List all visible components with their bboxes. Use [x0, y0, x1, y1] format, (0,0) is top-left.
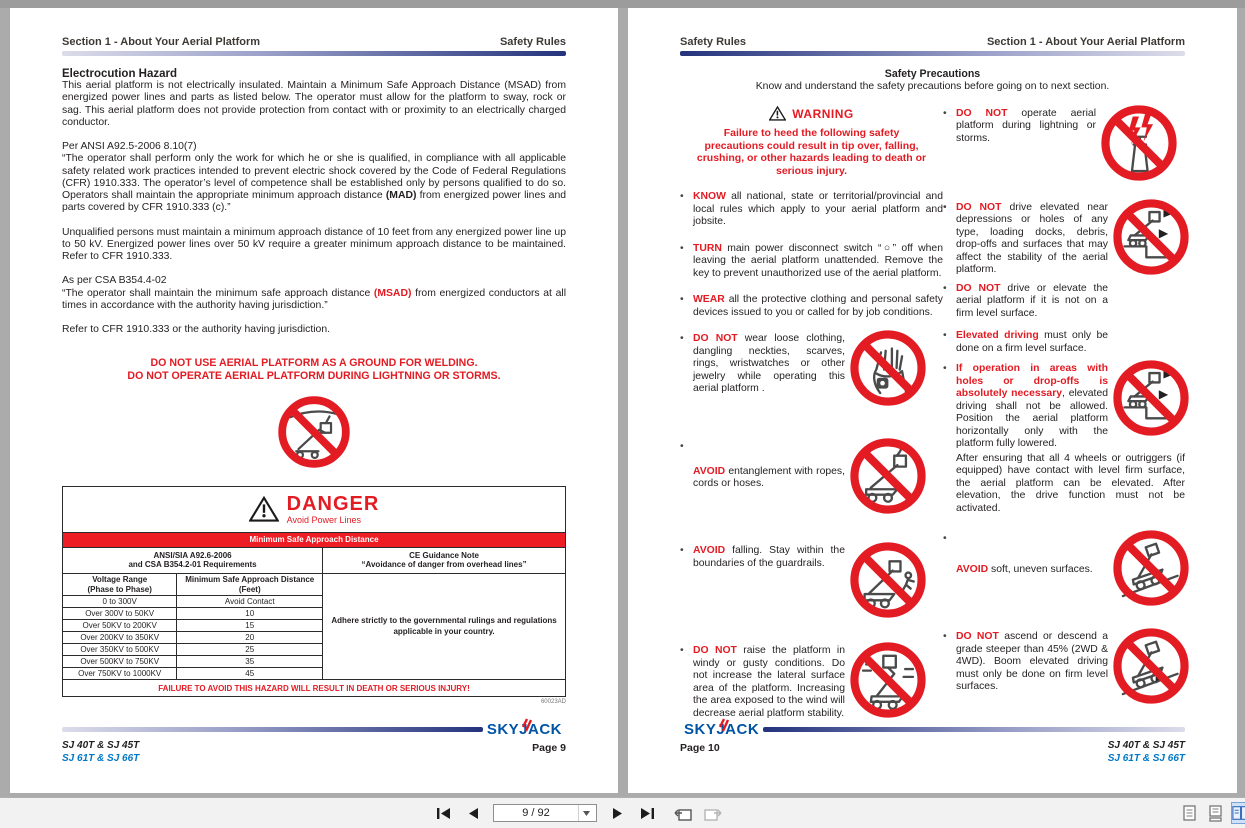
ce-column-header: CE Guidance Note “Avoidance of danger from overhead lines”: [323, 547, 566, 573]
precautions-left-column: [680, 106, 943, 720]
section-subtitle: Know and understand the safety precautions before going on to next section.: [755, 81, 1110, 92]
header-rule: [62, 51, 566, 56]
header-chapter-title: Safety Rules: [680, 36, 747, 48]
viewer-toolbar: [0, 797, 1245, 828]
table-row: Over 300V to 50KV 10: [63, 608, 566, 620]
page-footer: [62, 722, 566, 765]
list-item: • KNOW all national, state or territorial/provincial and local rules which apply to your aerial platform and jobsite.: [680, 191, 943, 228]
list-item: • DO NOT drive elevated near depressions or holes of any type, loading docks, debris, drop-offs and surfaces that may affect the stability of the aerial platform.: [943, 202, 1185, 277]
ansi-column-header: ANSI/SIA A92.6-2006 and CSA B354.2-01 Requirements: [63, 547, 323, 573]
part-number: 60023AD: [540, 699, 566, 706]
first-page-button[interactable]: [433, 803, 453, 823]
paragraph: Per ANSI A92.5-2006 8.10(7) “The operator shall perform only the work for which he or she is qualified, in compliance with all applicable safety related work practices intended to prevent electric shock covered by the Code of Federal Regulations (CFR) 1910.333. The operator’s level of competence shall be established only by persons qualified to do so. Operators shall maintain the appropriate minimum approach distance (MAD) from energized power lines and parts covered by CFR 1910.333 (c).”: [62, 141, 566, 214]
prohibition-grade-icon: [1112, 627, 1190, 705]
single-page-view-button[interactable]: [1180, 803, 1198, 823]
voltage-range-header: Voltage Range (Phase to Phase): [63, 573, 177, 595]
page-header: [62, 36, 566, 48]
list-item: • AVOID falling. Stay within the boundaries of the guardrails.: [680, 545, 943, 619]
previous-view-button[interactable]: [673, 803, 693, 823]
list-item: • Elevated driving must only be done on a firm level surface.: [943, 330, 1108, 354]
table-title-band: Minimum Safe Approach Distance: [63, 532, 566, 547]
list-item: • TURN main power disconnect switch “○” off when leaving the aerial platform unattended. Remove the key to prevent unauthorized use of the aerial platform.: [680, 242, 943, 279]
table-row: Over 500KV to 750KV 35: [63, 656, 566, 668]
danger-word: DANGER: [286, 492, 380, 515]
precautions-right-column: [943, 106, 1185, 720]
skyjack-logo: SKYJACK: [680, 722, 763, 737]
section-heading: Electrocution Hazard: [62, 68, 178, 80]
window-top-strip: [0, 0, 1245, 8]
prohibition-holes-icon: [1112, 359, 1190, 437]
footer-rule: [62, 727, 483, 732]
header-rule: [680, 51, 1185, 56]
prohibition-soft-surface-icon: [1112, 529, 1190, 607]
page-number-input[interactable]: [494, 805, 578, 821]
continuous-view-button[interactable]: [1206, 803, 1224, 823]
header-section-title: Section 1 - About Your Aerial Platform: [986, 36, 1185, 48]
skyjack-logo: SKYJACK: [483, 722, 566, 737]
logo-check-icon: [718, 718, 730, 732]
paragraph: Refer to CFR 1910.333 or the authority having jurisdiction.: [62, 324, 330, 336]
logo-check-icon: [521, 718, 533, 732]
section-heading: Safety Precautions: [884, 68, 981, 80]
table-row: 0 to 300V Avoid Contact: [63, 596, 566, 608]
list-item: • AVOID entanglement with ropes, cords or hoses.: [680, 441, 943, 515]
pdf-page-left: [10, 8, 618, 793]
table-row: Over 50KV to 200KV 15: [63, 620, 566, 632]
two-page-view-button[interactable]: [1232, 803, 1245, 823]
table-row: Over 200KV to 350KV 20: [63, 632, 566, 644]
prohibition-lightning-icon: [1100, 104, 1178, 182]
table-row: Over 350KV to 500KV 25: [63, 644, 566, 656]
list-item: • AVOID soft, uneven surfaces.: [943, 533, 1185, 607]
prohibition-powerline-icon: [277, 395, 351, 469]
page-number-combo[interactable]: [493, 804, 597, 822]
page-footer: [680, 722, 1185, 765]
msad-danger-table: [62, 486, 566, 697]
table-row: Over 750KV to 1000KV 45: [63, 668, 566, 680]
next-view-button[interactable]: [703, 803, 723, 823]
list-item: • DO NOT wear loose clothing, dangling neckties, scarves, rings, wristwatches or other jewelry while operating this aerial platform .: [680, 333, 943, 407]
last-page-button[interactable]: [637, 803, 657, 823]
next-page-button[interactable]: [607, 803, 627, 823]
paragraph: Unqualified persons must maintain a minimum approach distance of 10 feet from any energized power line up to 50 kV. Energized power lines over 50 kV require a greater minimum approach distance to be maintained. Refer to CFR 1910.333.: [62, 226, 566, 263]
prohibition-entanglement-icon: [849, 437, 927, 515]
prohibition-jewelry-icon: [849, 329, 927, 407]
table-hazard-footer: FAILURE TO AVOID THIS HAZARD WILL RESULT IN DEATH OR SERIOUS INJURY!: [63, 680, 566, 697]
model-list: SJ 40T & SJ 45T SJ 61T & SJ 66T: [62, 740, 140, 764]
list-item-continuation: After ensuring that all 4 wheels or outriggers (if equipped) have contact with level firm surface, the aerial platform can be elevated. After elevation, the drive function must not be activated.: [956, 452, 1185, 514]
previous-page-button[interactable]: [463, 803, 483, 823]
ce-guidance-note: Adhere strictly to the governmental rulings and regulations applicable in your country.: [323, 573, 566, 679]
paragraph: As per CSA B354.4-02 “The operator shall maintain the minimum safe approach distance (MSAD) from energized conductors at all times in accordance with the authority having jurisdiction.”: [62, 275, 566, 311]
page-header: [680, 36, 1185, 48]
warning-lines: DO NOT USE AERIAL PLATFORM AS A GROUND FOR WELDING. DO NOT OPERATE AERIAL PLATFORM DURING LIGHTNING OR STORMS.: [127, 356, 501, 382]
header-section-title: Section 1 - About Your Aerial Platform: [62, 36, 261, 48]
model-list: SJ 40T & SJ 45T SJ 61T & SJ 66T: [1107, 740, 1185, 764]
page-number-label: Page 10: [680, 742, 720, 754]
list-item: • DO NOT raise the platform in windy or gusty conditions. Do not increase the lateral surface area of the platform. Increasing the area exposed to the wind will decrease aerial platform stability.: [680, 645, 943, 720]
footer-rule: [763, 727, 1185, 732]
prohibition-wind-icon: [849, 641, 927, 719]
warning-text: Failure to heed the following safety precautions could result in tip over, falling, crushing, or other hazards leading to death or serious injury.: [696, 127, 927, 177]
pdf-page-right: [628, 8, 1237, 793]
paragraph: This aerial platform is not electrically insulated. Maintain a Minimum Safe Approach Distance (MSAD) from energized power lines and parts as listed below. The operator must allow for the platform to sway, rock or sag. This aerial platform does not provide protection from contact with or proximity to an electrically charged conductor.: [62, 80, 566, 128]
distance-header: Minimum Safe Approach Distance (Feet): [177, 573, 323, 595]
header-chapter-title: Safety Rules: [499, 36, 566, 48]
combo-dropdown-caret-icon[interactable]: [578, 805, 594, 821]
danger-triangle-icon: [249, 496, 279, 523]
warning-label: WARNING: [792, 106, 854, 121]
list-item: • DO NOT ascend or descend a grade steeper than 45% (2WD & 4WD). Boom elevated driving must only be done on firm level surfaces.: [943, 631, 1185, 705]
prohibition-falling-icon: [849, 541, 927, 619]
list-item: • If operation in areas with holes or drop-offs is absolutely necessary, elevated driving shall not be allowed. Position the aerial platform horizontally only with the platform fully lowered.: [943, 363, 1185, 450]
list-item: • WEAR all the protective clothing and personal safety devices issued to you or called for by job conditions.: [680, 294, 943, 318]
list-item: • DO NOT operate aerial platform during lightning or storms.: [943, 108, 1185, 182]
warning-triangle-icon: [769, 106, 786, 121]
list-item: • DO NOT drive or elevate the aerial platform if it is not on a firm level surface.: [943, 282, 1109, 319]
danger-subtitle: Avoid Power Lines: [286, 514, 362, 525]
prohibition-dropoff-icon: [1112, 198, 1190, 276]
page-number-label: Page 9: [532, 742, 566, 754]
